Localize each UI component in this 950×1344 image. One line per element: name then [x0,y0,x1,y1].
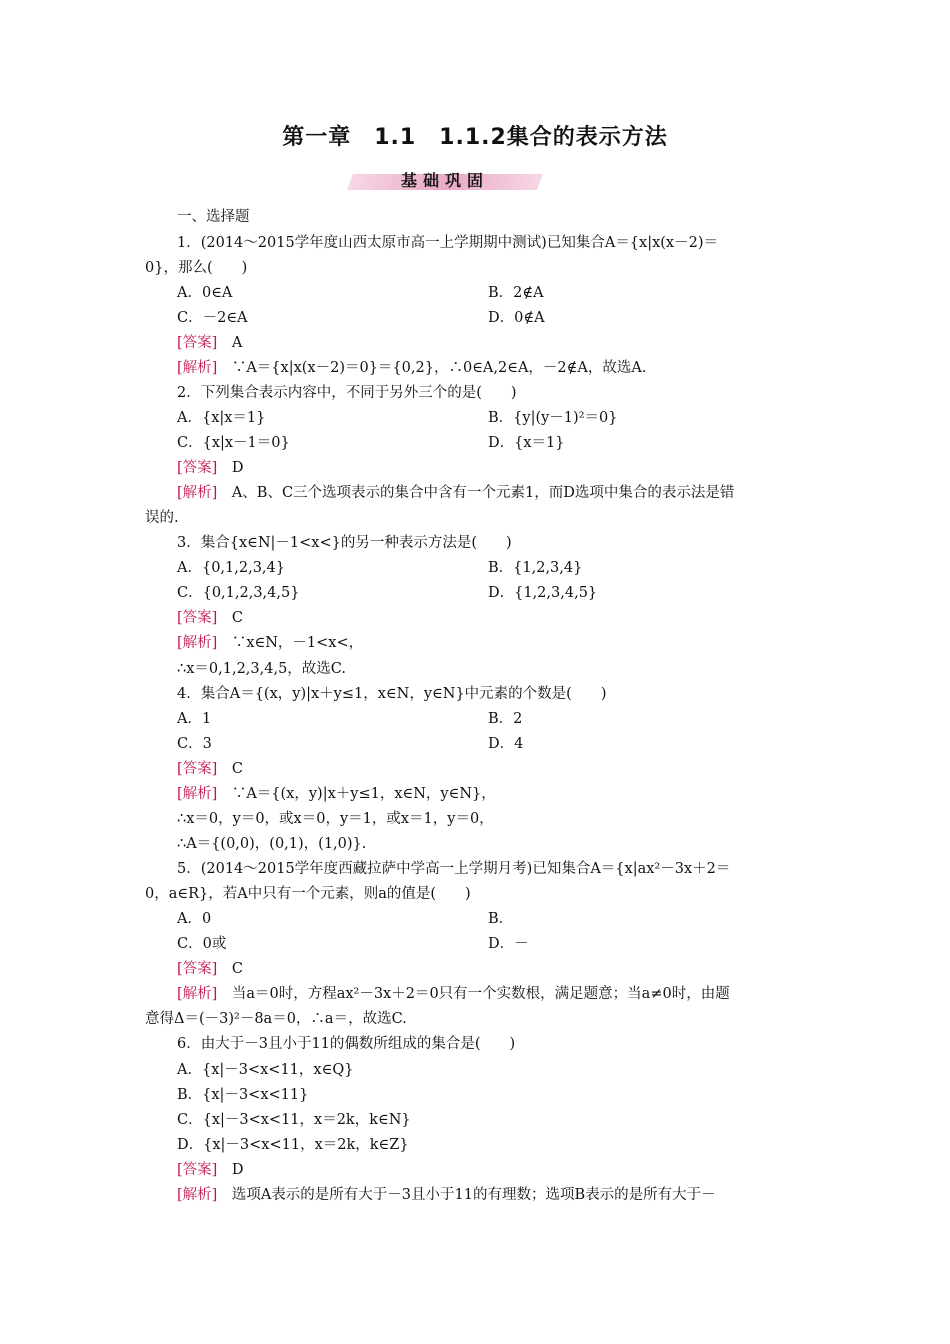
question-2-analysis [177,483,734,503]
answer-tag: [答案] [177,335,218,351]
question-2-option-b: B．{y|(y－1)²＝0} [488,410,618,426]
question-1-option-b: B．2∉A [488,285,544,301]
answer-value: C [231,761,243,777]
question-6-option-b: B．{x|－3<x<11} [177,1087,309,1103]
question-4-analysis-cont-1: ∴x＝0，y＝0，或x＝0，y＝1，或x＝1，y＝0， [177,811,494,827]
answer-value: C [231,610,243,626]
question-1-option-d: D．0∉A [488,310,545,326]
question-2-option-d: D．{x＝1} [488,435,565,451]
analysis-tag: [解析] [177,786,218,802]
question-2-option-c: C．{x|x－1＝0} [177,435,290,451]
answer-tag: [答案] [177,961,218,977]
analysis-text: ∵A＝{(x，y)|x＋y≤1，x∈N，y∈N}， [231,786,496,802]
analysis-text: 选项A表示的是所有大于－3且小于11的有理数；选项B表示的是所有大于－ [231,1187,716,1203]
question-5-analysis [177,984,730,1004]
section-heading: 一、选择题 [177,209,250,225]
question-1-stem: 1．(2014～2015学年度山西太原市高一上学期期中测试)已知集合A＝{x|x(x－2)＝ [177,235,718,251]
answer-tag: [答案] [177,460,218,476]
question-4-answer [177,759,243,779]
question-5-answer [177,959,243,979]
question-3-option-d: D．{1,2,3,4,5} [488,585,598,601]
analysis-text: ∵A＝{x|x(x－2)＝0}＝{0,2}，∴0∈A,2∈A，－2∉A，故选A. [231,360,647,376]
question-4-option-c: C．3 [177,736,212,752]
answer-tag: [答案] [177,1162,218,1178]
analysis-tag: [解析] [177,986,218,1002]
question-3-option-a: A．{0,1,2,3,4} [177,560,285,576]
question-4-analysis [177,784,496,804]
answer-tag: [答案] [177,610,218,626]
analysis-tag: [解析] [177,485,218,501]
analysis-text: 当a＝0时，方程ax²－3x＋2＝0只有一个实数根，满足题意；当a≠0时，由题 [231,986,730,1002]
question-2-analysis-cont: 误的. [145,510,179,526]
question-3-stem: 3．集合{x∈N|－1<x<}的另一种表示方法是( ) [177,535,512,551]
question-5-option-c: C．0或 [177,936,227,952]
question-1-stem-cont: 0}，那么( ) [145,260,248,276]
analysis-text: A、B、C三个选项表示的集合中含有一个元素1，而D选项中集合的表示法是错 [231,485,735,501]
question-4-option-d: D．4 [488,736,524,752]
question-1-analysis [177,358,646,378]
question-5-stem-cont: 0，a∈R}，若A中只有一个元素，则a的值是( ) [145,886,471,902]
question-3-analysis [177,633,363,653]
question-2-stem: 2．下列集合表示内容中，不同于另外三个的是( ) [177,385,517,401]
analysis-text: ∵x∈N，－1<x<， [231,635,364,651]
question-1-option-a: A．0∈A [177,285,233,301]
question-3-analysis-cont: ∴x＝0,1,2,3,4,5，故选C. [177,661,346,677]
question-6-analysis [177,1185,716,1205]
question-6-stem: 6．由大于－3且小于11的偶数所组成的集合是( ) [177,1036,516,1052]
question-3-answer [177,608,243,628]
question-6-option-a: A．{x|－3<x<11，x∈Q} [177,1062,354,1078]
question-1-option-c: C．－2∈A [177,310,248,326]
question-6-option-d: D．{x|－3<x<11，x＝2k，k∈Z} [177,1137,409,1153]
question-2-answer [177,458,243,478]
question-5-option-a: A．0 [177,911,212,927]
question-6-option-c: C．{x|－3<x<11，x＝2k，k∈N} [177,1112,411,1128]
section-banner [350,168,540,194]
banner-label: 基础巩固 [400,171,489,190]
analysis-tag: [解析] [177,1187,218,1203]
question-6-answer [177,1160,243,1180]
question-5-analysis-cont: 意得Δ＝(－3)²－8a＝0，∴a＝，故选C. [145,1011,407,1027]
question-3-option-b: B．{1,2,3,4} [488,560,583,576]
question-1-answer [177,333,242,353]
answer-tag: [答案] [177,761,218,777]
question-4-analysis-cont-2: ∴A＝{(0,0)，(0,1)，(1,0)}. [177,836,367,852]
question-4-option-b: B．2 [488,711,523,727]
answer-value: D [231,1162,244,1178]
answer-value: A [231,335,243,351]
question-5-option-b: B． [488,911,514,927]
answer-value: C [231,961,243,977]
question-4-stem: 4．集合A＝{(x，y)|x＋y≤1，x∈N，y∈N}中元素的个数是( ) [177,686,607,702]
analysis-tag: [解析] [177,635,218,651]
question-2-option-a: A．{x|x＝1} [177,410,266,426]
question-5-stem: 5．(2014～2015学年度西藏拉萨中学高一上学期月考)已知集合A＝{x|ax²－3x＋2＝ [177,861,731,877]
question-4-option-a: A．1 [177,711,212,727]
question-3-option-c: C．{0,1,2,3,4,5} [177,585,300,601]
question-5-option-d: D．－ [488,936,529,952]
answer-value: D [231,460,244,476]
page-title: 第一章 1.1 1.1.2集合的表示方法 [282,125,668,150]
analysis-tag: [解析] [177,360,218,376]
